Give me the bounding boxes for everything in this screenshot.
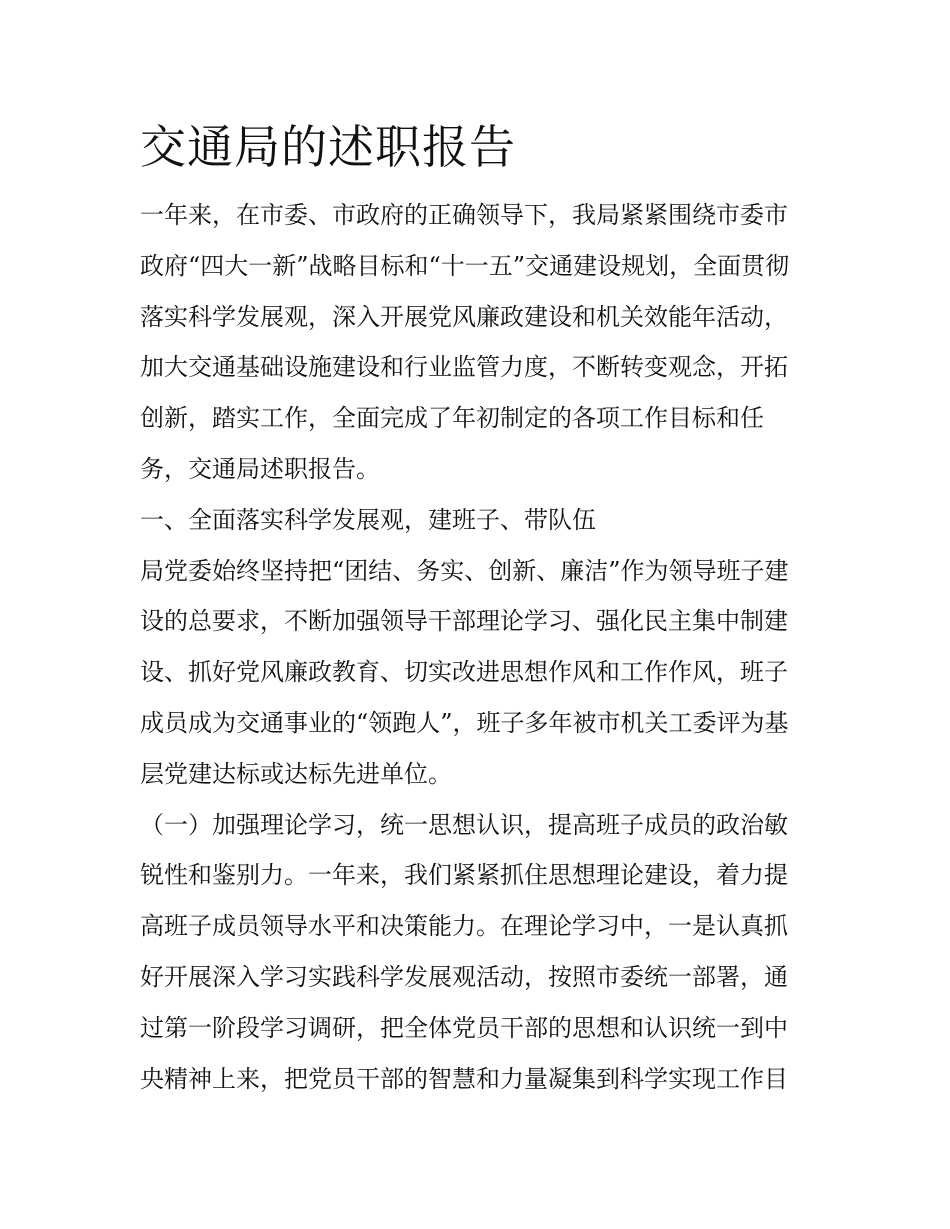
document-title: 交通局的述职报告 [140, 120, 516, 174]
text-line: 锐性和鉴别力。一年来，我们紧紧抓住思想理论建设，着力提 [140, 861, 788, 890]
text-line: 层党建达标或达标先进单位。 [140, 759, 452, 788]
text-line: 加大交通基础设施建设和行业监管力度，不断转变观念，开拓 [140, 353, 788, 382]
section-heading: 一、全面落实科学发展观，建班子、带队伍 [140, 505, 596, 534]
text-line: 局党委始终坚持把“团结、务实、创新、廉洁”作为领导班子建 [140, 556, 789, 585]
text-line: 过第一阶段学习调研，把全体党员干部的思想和认识统一到中 [140, 1013, 788, 1042]
text-line: 政府“四大一新”战略目标和“十一五”交通建设规划，全面贯彻 [140, 251, 790, 280]
text-line: 央精神上来，把党员干部的智慧和力量凝集到科学实现工作目 [140, 1064, 788, 1093]
text-line: 设、抓好党风廉政教育、切实改进思想作风和工作作风，班子 [140, 658, 788, 687]
text-line: 一年来，在市委、市政府的正确领导下，我局紧紧围绕市委市 [140, 201, 788, 229]
text-line: 高班子成员领导水平和决策能力。在理论学习中，一是认真抓 [140, 912, 788, 941]
text-line: 创新，踏实工作，全面完成了年初制定的各项工作目标和任 [140, 404, 764, 433]
text-line: 落实科学发展观，深入开展党风廉政建设和机关效能年活动， [140, 302, 788, 331]
document-text [140, 190, 812, 1104]
document-body [140, 118, 812, 1104]
text-line: 好开展深入学习实践科学发展观活动，按照市委统一部署，通 [140, 962, 788, 991]
subsection-line: （一）加强理论学习，统一思想认识，提高班子成员的政治敏 [140, 810, 788, 839]
text-line: 成员成为交通事业的“领跑人”，班子多年被市机关工委评为基 [140, 708, 789, 737]
text-line: 设的总要求，不断加强领导干部理论学习、强化民主集中制建 [140, 607, 788, 636]
text-line: 务，交通局述职报告。 [140, 454, 380, 483]
